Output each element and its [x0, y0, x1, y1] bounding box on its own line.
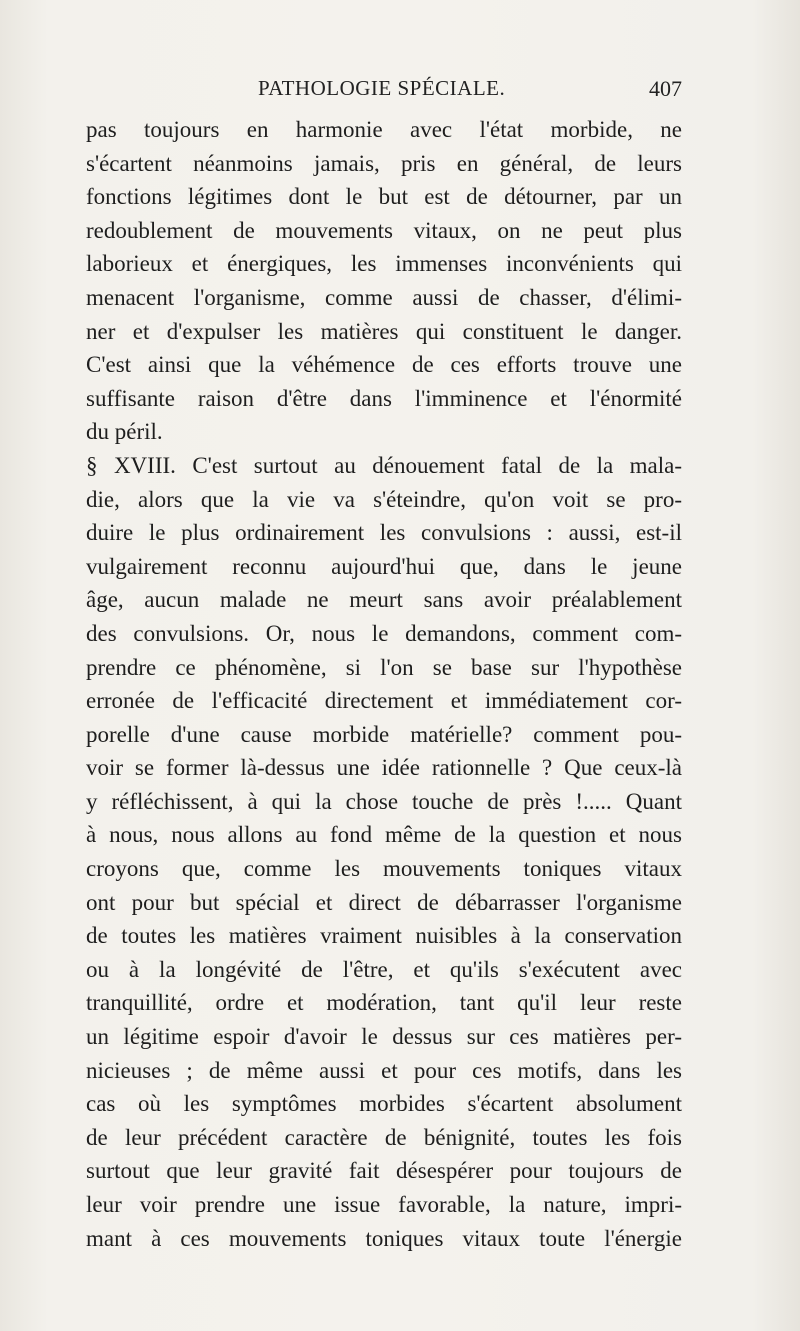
text-line: âge, aucun malade ne meurt sans avoir préalablement [86, 587, 682, 613]
text-line: porelle d'une cause morbide matérielle? comment pou- [86, 721, 682, 747]
text-line: fonctions légitimes dont le but est de détourner, par un [86, 184, 682, 210]
text-line: des convulsions. Or, nous le demandons, comment com- [86, 620, 682, 646]
text-line: redoublement de mouvements vitaux, on ne peut plus [86, 217, 682, 243]
text-line: du péril. [86, 419, 163, 445]
text-line: erronée de l'efficacité directement et immédiatement cor- [86, 688, 682, 714]
text-line: ont pour but spécial et direct de débarrasser l'organisme [86, 889, 682, 915]
text-line: surtout que leur gravité fait désespérer pour toujours de [86, 1158, 682, 1184]
text-line: tranquillité, ordre et modération, tant qu'il leur reste [86, 990, 682, 1016]
text-line: suffisante raison d'être dans l'imminence et l'énormité [86, 385, 682, 411]
text-line: duire le plus ordinairement les convulsions : aussi, est-il [86, 520, 682, 546]
text-line: croyons que, comme les mouvements toniques vitaux [86, 856, 682, 882]
text-line: pas toujours en harmonie avec l'état morbide, ne [86, 117, 682, 142]
text-line: menacent l'organisme, comme aussi de chasser, d'élimi- [86, 284, 682, 310]
text-line: prendre ce phénomène, si l'on se base sur l'hypothèse [86, 654, 682, 680]
text-line: à nous, nous allons au fond même de la question et nous [86, 822, 682, 848]
text-line: s'écartent néanmoins jamais, pris en général, de leurs [86, 150, 682, 176]
page-header [86, 76, 682, 106]
text-line: die, alors que la vie va s'éteindre, qu'on voit se pro- [86, 486, 682, 512]
text-line: ner et d'expulser les matières qui constituent le danger. [86, 318, 682, 344]
text-line: C'est ainsi que la véhémence de ces efforts trouve une [86, 352, 682, 378]
body-text [86, 113, 682, 1255]
text-line: voir se former là-dessus une idée rationnelle ? Que ceux-là [86, 755, 682, 781]
text-line: un légitime espoir d'avoir le dessus sur ces matières per- [86, 1024, 682, 1050]
text-line: mant à ces mouvements toniques vitaux toute l'énergie [86, 1225, 682, 1251]
running-head: PATHOLOGIE SPÉCIALE. [258, 76, 506, 100]
text-line: laborieux et énergiques, les immenses inconvénients qui [86, 251, 682, 277]
text-line: ou à la longévité de l'être, et qu'ils s'exécutent avec [86, 956, 682, 982]
text-line: de leur précédent caractère de bénignité, toutes les fois [86, 1124, 682, 1150]
section-heading-line: § XVIII. C'est surtout au dénouement fatal de la mala- [86, 452, 682, 478]
text-line: leur voir prendre une issue favorable, la nature, impri- [86, 1192, 682, 1217]
text-line: de toutes les matières vraiment nuisibles à la conservation [86, 923, 682, 949]
text-line: vulgairement reconnu aujourd'hui que, dans le jeune [86, 553, 682, 579]
text-line: cas où les symptômes morbides s'écartent absolument [86, 1091, 682, 1117]
text-line: nicieuses ; de même aussi et pour ces motifs, dans les [86, 1057, 682, 1083]
page-number: 407 [649, 76, 682, 101]
text-line: y réfléchissent, à qui la chose touche de près !..... Quant [86, 788, 682, 814]
